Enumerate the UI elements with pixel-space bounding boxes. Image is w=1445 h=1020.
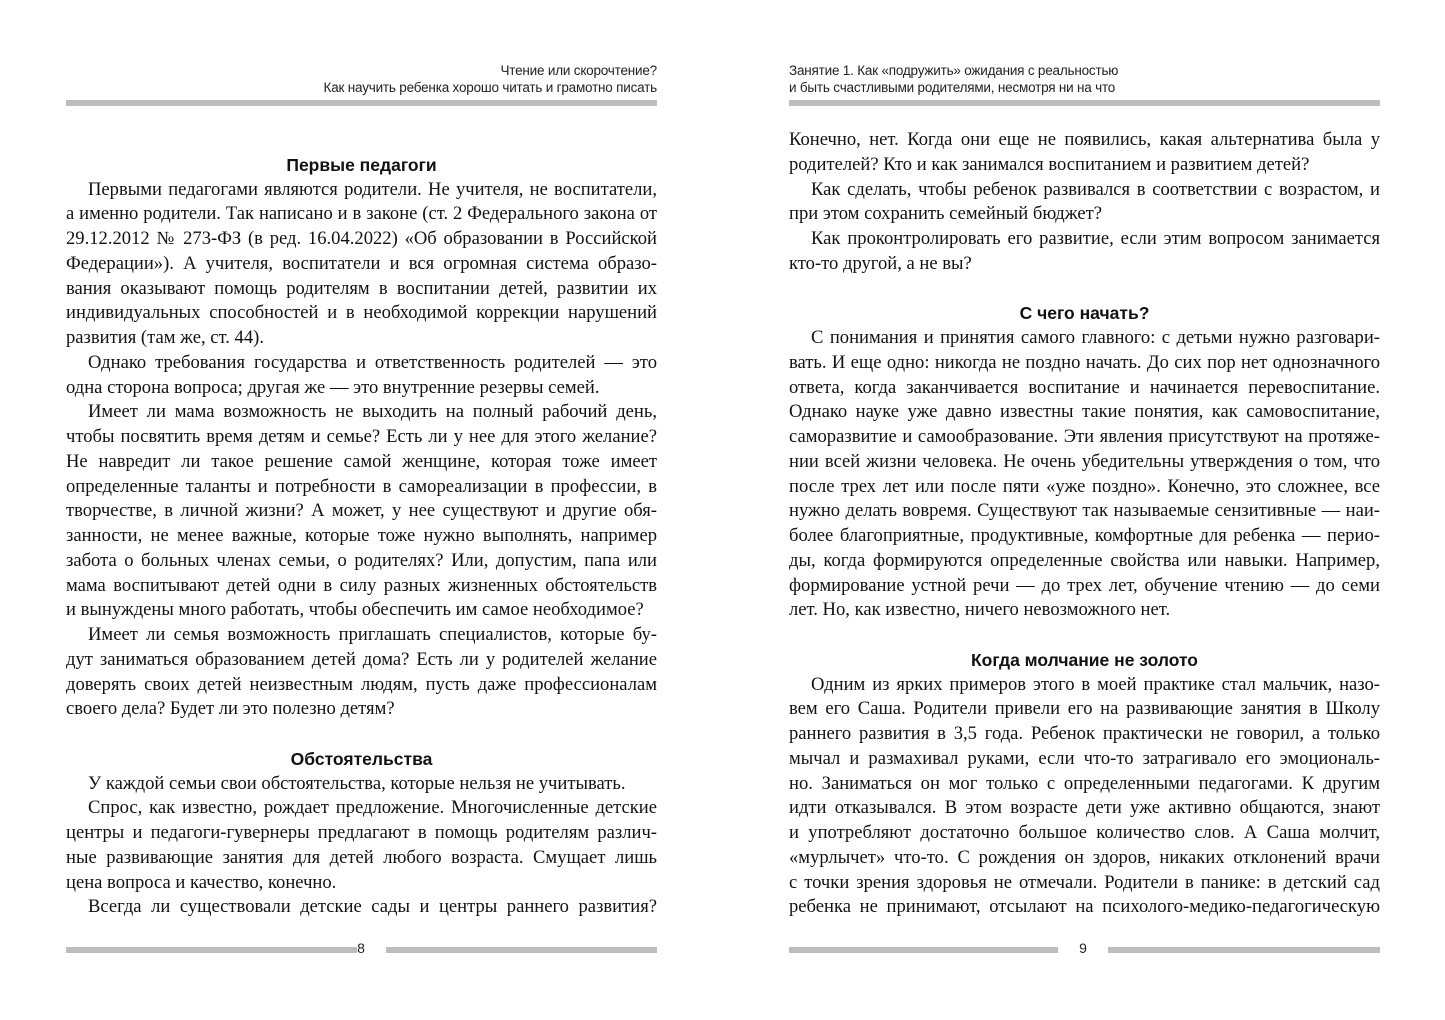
text-line: доверять своих детей неизвестным людям, пусть даже профессионалам — [66, 673, 657, 695]
running-header — [789, 62, 1380, 96]
right-page — [789, 0, 1380, 1020]
text-line: вем его Саша. Родители привели его на развивающие занятия в Школу — [789, 698, 1380, 720]
text-line: ответа, когда заканчивается воспитание и начинается перевоспитание. — [789, 376, 1380, 398]
paragraph — [66, 351, 657, 401]
blank-line — [66, 128, 657, 153]
section-heading: Когда молчание не золото — [970, 649, 1198, 670]
text-line: Федерации»). А учителя, воспитатели и вся огромная система образо- — [66, 252, 657, 274]
text-line: мама воспитывают детей одни в силу разных жизненных обстоятельств — [66, 574, 657, 596]
paragraph — [66, 796, 657, 895]
paragraph — [789, 673, 1380, 921]
text-line: и вынуждены много работать, чтобы обеспечить им самое необходимое? — [66, 599, 644, 621]
text-line: Конечно, нет. Когда они еще не появились, какая альтернатива была у — [789, 129, 1380, 150]
text-line: саморазвитие и самообразование. Эти явления присутствуют на протяже- — [789, 426, 1380, 447]
text-line: центры и педагоги-гувернеры предлагают в помощь родителям различ- — [66, 822, 657, 843]
text-line: Первыми педагогами являются родители. Не учителя, не воспитатели, — [88, 178, 657, 200]
text-line: цена вопроса и качество, конечно. — [66, 871, 337, 893]
text-line: идти отказывался. В этом возрасте дети уже активно общаются, знают — [789, 797, 1380, 819]
text-line: с точки зрения здоровья не отмечали. Родители в панике: в детский сад — [789, 871, 1380, 893]
text-line: Как проконтролировать его развитие, если этим вопросом занимается — [811, 228, 1380, 249]
text-line: Имеет ли семья возможность приглашать специалистов, которые бу- — [88, 624, 657, 645]
running-header-line: и быть счастливыми родителями, несмотря ни на что — [789, 80, 1116, 95]
text-line: дут заниматься образованием детей дома? Есть ли у родителей желание — [66, 648, 657, 670]
text-line: чтобы посвятить время детям и семье? Есть ли у нее для этого желание? — [66, 426, 657, 447]
page-body — [789, 128, 1380, 920]
text-line: ды, когда формируются определенные свойства или навыки. Например, — [789, 549, 1380, 571]
running-header-line: Чтение или скорочтение? — [500, 63, 657, 78]
text-line: индивидуальных способностей и в необходимой коррекции нарушений — [66, 302, 657, 324]
text-line: и употребляют достаточно большое количество слов. А Саша молчит, — [789, 822, 1380, 843]
paragraph — [66, 623, 657, 722]
text-line: С понимания и принятия самого главного: с детьми нужно разговари- — [811, 327, 1380, 348]
text-line: своего дела? Будет ли это полезно детям? — [66, 698, 395, 720]
footer-rule — [66, 947, 357, 953]
text-line: одна сторона вопроса; другая же — это внутренние резервы семей. — [66, 376, 600, 398]
paragraph — [66, 895, 657, 920]
text-line: нужно делать вовремя. Существуют так называемые сензитивные — наи- — [789, 500, 1380, 522]
blank-line — [789, 277, 1380, 302]
footer-rule — [789, 947, 1058, 953]
footer-rule — [1108, 947, 1380, 953]
text-line: Однако науке уже давно известны такие понятия, как самовоспитание, — [789, 401, 1380, 423]
page-body — [66, 128, 657, 920]
running-header-line: Занятие 1. Как «подружить» ожидания с реальностью — [789, 63, 1119, 78]
text-line: нии всей жизни человека. Не очень убедительны утверждения о том, что — [789, 450, 1380, 472]
blank-line — [66, 722, 657, 747]
text-line: определенные таланты и потребности в самореализации в профессии, в — [66, 475, 657, 497]
text-line: ребенка не принимают, отсылают на психолого-медико-педагогическую — [789, 896, 1380, 918]
page-number: 9 — [1079, 940, 1087, 956]
header-rule — [789, 100, 1380, 106]
text-line: вать. И еще одно: никогда не поздно начать. До сих пор нет однозначного — [789, 351, 1380, 373]
text-line: «мурлычет» что-то. С рождения он здоров, никаких отклонений врачи — [789, 846, 1380, 868]
text-line: а именно родители. Так написано и в законе (ст. 2 Федерального закона от — [66, 203, 657, 225]
text-line: раннего развития в 3,5 года. Ребенок практически не говорил, а только — [789, 723, 1380, 744]
running-header — [66, 62, 657, 96]
paragraph — [789, 326, 1380, 623]
text-line: забота о больных членах семьи, о родителях? Или, допустим, папа или — [66, 549, 657, 571]
text-line: развития (там же, ст. 44). — [66, 327, 264, 348]
text-line: ные развивающие занятия для детей любого возраста. Смущает лишь — [66, 846, 657, 868]
running-header-line: Как научить ребенка хорошо читать и грамотно писать — [323, 80, 657, 95]
text-line: мычал и размахивал руками, если что-то затрагивало его эмоциональ- — [789, 747, 1380, 769]
text-line: Как сделать, чтобы ребенок развивался в соответствии с возрастом, и — [811, 178, 1380, 200]
text-line: родителей? Кто и как занимался воспитанием и развитием детей? — [789, 153, 1310, 175]
text-line: занности, не менее важные, которые тоже нужно выполнять, например — [66, 525, 657, 546]
text-line: лет. Но, как известно, ничего невозможного нет. — [789, 599, 1171, 621]
section-heading: Первые педагоги — [286, 154, 437, 175]
section-heading: Обстоятельства — [290, 748, 433, 769]
paragraph — [66, 772, 657, 797]
text-line: 29.12.2012 № 273-ФЗ (в ред. 16.04.2022) «Об образовании в Российской — [66, 228, 657, 249]
section-heading: С чего начать? — [1019, 303, 1150, 324]
header-rule — [66, 100, 657, 106]
paragraph — [789, 128, 1380, 178]
text-line: Не навредит ли такое решение самой женщине, которая тоже имеет — [66, 450, 657, 472]
text-line: формирование устной речи — до трех лет, обучение чтению — до семи — [789, 574, 1380, 596]
text-line: Имеет ли мама возможность не выходить на полный рабочий день, — [88, 401, 657, 423]
text-line: после трех лет или после пяти «уже поздно». Конечно, это сложнее, все — [789, 475, 1380, 497]
text-line: Одним из ярких примеров этого в моей практике стал мальчик, назо- — [811, 673, 1380, 695]
text-line: творчестве, в личной жизни? А может, у нее существуют и другие обя- — [66, 500, 657, 522]
blank-line — [789, 623, 1380, 648]
text-line: кто-то другой, а не вы? — [789, 252, 972, 274]
paragraph — [66, 400, 657, 623]
text-line: вания оказывают помощь родителям в воспитании детей, развитии их — [66, 277, 657, 299]
text-line: Однако требования государства и ответственность родителей — это — [88, 351, 657, 373]
footer-rule — [386, 947, 657, 953]
page-number: 8 — [357, 940, 365, 956]
text-line: более благоприятные, продуктивные, комфортные для ребенка — перио- — [789, 525, 1380, 546]
text-line: У каждой семьи свои обстоятельства, которые нельзя не учитывать. — [88, 772, 626, 794]
text-line: при этом сохранить семейный бюджет? — [789, 203, 1102, 225]
text-line: Всегда ли существовали детские сады и центры раннего развития? — [88, 896, 657, 918]
paragraph — [66, 178, 657, 351]
paragraph — [789, 227, 1380, 277]
text-line: Спрос, как известно, рождает предложение. Многочисленные детские — [88, 797, 657, 819]
text-line: но. Заниматься он мог только с определенными педагогами. К другим — [789, 772, 1380, 794]
paragraph — [789, 178, 1380, 228]
left-page — [66, 0, 657, 1020]
